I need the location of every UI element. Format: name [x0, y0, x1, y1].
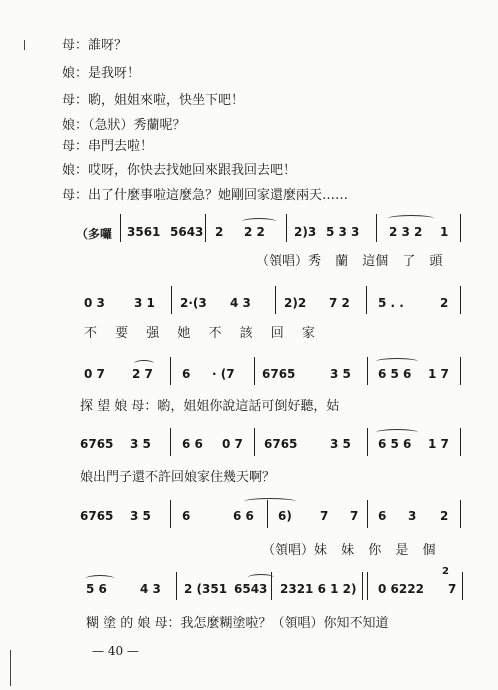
dialogue-line-1: 母：誰呀？	[62, 38, 128, 53]
dialogue-line-5: 母：串門去啦！	[62, 139, 154, 154]
note-token: 6 6	[182, 437, 203, 451]
note-token: （多囉	[76, 227, 113, 241]
note-token: 2 (351	[184, 582, 228, 596]
slur	[388, 215, 434, 222]
note-token: 4 3	[230, 296, 251, 310]
note-token: 7 2	[329, 296, 350, 310]
bar-line	[176, 572, 177, 600]
grace-note-superscript: 2	[442, 566, 449, 577]
dialogue-line-6: 娘：哎呀，你快去找她回來跟我回去吧！	[62, 163, 297, 178]
slur	[86, 575, 114, 582]
bar-line	[254, 428, 255, 456]
bar-line	[460, 214, 461, 242]
note-token: 3 5	[330, 437, 351, 451]
slur	[248, 574, 274, 581]
lyric-line-4: 娘出門子還不許回娘家住幾天啊？	[80, 470, 276, 485]
bar-line	[460, 357, 461, 385]
slur	[244, 498, 296, 505]
note-token: 3561	[127, 225, 161, 239]
bar-line	[362, 572, 363, 600]
note-token: 2	[440, 509, 449, 523]
note-token: 7	[320, 509, 329, 523]
dialogue-line-3: 母：喲，姐姐來啦，快坐下吧！	[62, 93, 245, 108]
slur	[134, 360, 154, 367]
note-token: 2	[215, 225, 224, 239]
note-token: 3 5	[130, 509, 151, 523]
dialogue-line-7: 母：出了什麼事啦這麼急？她剛回家還麼兩天……	[62, 188, 349, 203]
lyric-line-3: 探 望 娘 母：喲，姐姐你說這話可倒好聽，姑	[80, 399, 340, 414]
note-token: 2	[440, 296, 449, 310]
bar-line	[460, 500, 461, 528]
bar-line	[367, 357, 368, 385]
note-token: 5 3 3	[326, 225, 360, 239]
bar-line	[170, 500, 171, 528]
note-token: 0 6222	[378, 582, 424, 596]
note-token: 6765	[80, 437, 114, 451]
note-token: 6)	[278, 509, 292, 523]
lyric-line-1: （領唱）秀 蘭 這個 了 頭	[256, 254, 443, 269]
dialogue-line-4: 娘：（急狀）秀蘭呢？	[62, 118, 186, 133]
bar-line	[366, 286, 367, 314]
note-token: 3 5	[330, 367, 351, 381]
note-token: 2321 6 1 2)	[280, 582, 357, 596]
note-token: · (7	[212, 367, 235, 381]
note-token: 2)2	[284, 296, 307, 310]
slur	[376, 358, 418, 365]
note-token: 6	[378, 509, 387, 523]
note-token: 6765	[264, 437, 298, 451]
note-token: 6	[182, 367, 191, 381]
bar-line	[286, 214, 287, 242]
lyric-line-6: 糊 塗 的 娘 母：我怎麼糊塗啦？（領唱）你知不知道	[86, 616, 389, 631]
note-token: 2)3	[294, 225, 317, 239]
bar-line	[460, 286, 461, 314]
note-token: 2 3 2	[389, 225, 423, 239]
note-token: 3 5	[130, 437, 151, 451]
bar-line	[254, 357, 255, 385]
bar-line	[376, 214, 377, 242]
note-token: 7	[448, 582, 457, 596]
bar-line	[460, 428, 461, 456]
note-token: 3	[408, 509, 417, 523]
note-token: 6765	[262, 367, 296, 381]
slur	[376, 429, 418, 436]
bar-line	[120, 214, 121, 242]
bar-line	[367, 572, 368, 600]
bar-line	[171, 286, 172, 314]
note-token: 5643	[170, 225, 204, 239]
bar-line	[205, 214, 206, 242]
lyric-line-2: 不 要 强 她 不 該 回 家	[84, 326, 315, 341]
page-number: — 40 —	[92, 644, 139, 658]
bar-line	[367, 428, 368, 456]
note-token: 0 7	[222, 437, 243, 451]
bar-line	[275, 286, 276, 314]
bar-line	[170, 428, 171, 456]
note-token: 3 1	[134, 296, 155, 310]
note-token: 6 6	[233, 509, 254, 523]
lyric-line-5: （領唱）妹 妹 你 是 個	[262, 543, 436, 558]
bar-line	[367, 500, 368, 528]
bar-line	[462, 572, 463, 600]
note-token: 0 7	[84, 367, 105, 381]
dialogue-line-2: 娘：是我呀！	[62, 66, 141, 81]
note-token: 6 5 6	[378, 437, 412, 451]
slur	[242, 218, 276, 225]
note-token: 4 3	[140, 582, 161, 596]
note-token: 5 . .	[378, 296, 404, 310]
note-token: 6	[182, 509, 191, 523]
scan-mark	[10, 650, 11, 686]
scan-mark	[24, 40, 25, 50]
note-token: 2 2	[244, 225, 265, 239]
note-token: 2·(3	[180, 296, 207, 310]
note-token: 5 6	[86, 582, 107, 596]
note-token: 6543	[234, 582, 268, 596]
note-token: 6 5 6	[378, 367, 412, 381]
note-token: 6765	[80, 509, 114, 523]
bar-line	[170, 357, 171, 385]
note-token: 1 7	[428, 367, 449, 381]
note-token: 7	[350, 509, 359, 523]
note-token: 2 7	[132, 367, 153, 381]
note-token: 1	[440, 225, 449, 239]
note-token: 1 7	[428, 437, 449, 451]
note-token: 0 3	[84, 296, 105, 310]
